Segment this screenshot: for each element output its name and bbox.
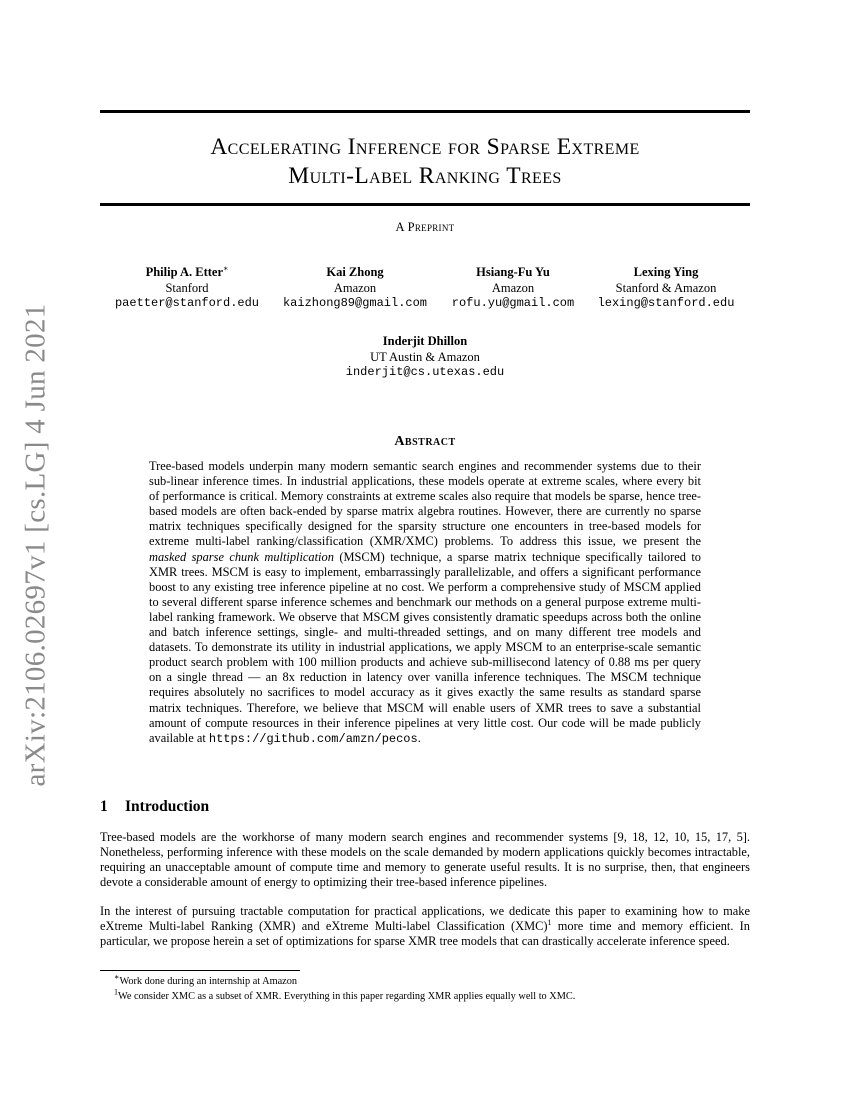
footnote-ref[interactable]: 1	[547, 917, 552, 927]
section-number: 1	[100, 798, 108, 815]
author-affiliation: Stanford & Amazon	[615, 280, 717, 295]
author-email: rofu.yu@gmail.com	[451, 296, 575, 310]
author-email: paetter@stanford.edu	[114, 296, 260, 310]
author-email: kaizhong89@gmail.com	[282, 296, 428, 310]
section-title: Introduction	[125, 798, 210, 815]
footnote: ∗Work done during an internship at Amazon	[114, 972, 298, 987]
author-affiliation: UT Austin & Amazon	[370, 349, 480, 364]
author-footnote-mark: ∗	[223, 263, 229, 273]
footnote-mark: ∗	[114, 972, 120, 982]
author-name: Inderjit Dhillon	[382, 334, 468, 348]
abstract-body: Tree-based models underpin many modern semantic search engines and recommender systems due to their sub-linear inference times. In industrial applications, these models operate at extreme scales, where every bit of performance is critical. Memory constraints at extreme scales also require that models be sparse, hence tree-based models are often back-ended by sparse matrix algebra routines. However, there are currently no sparse matrix techniques specifically designed for the sparsity structure one encounters in tree-based models for extreme multi-label ranking/classification (XMR/XMC) problems. To address this issue, we present the masked sparse chunk multiplication (MSCM) technique, a sparse matrix technique specifically tailored to XMR trees. MSCM is easy to implement, embarrassingly parallelizable, and offers a significant performance boost to any existing tree inference pipeline at no cost. We perform a comprehensive study of MSCM applied to several different sparse inference schemes and benchmark our methods on a general purpose extreme multi-label ranking framework. We observe that MSCM gives consistently dramatic speedups across both the online and batch inference settings, single- and multi-threaded settings, and on many different tree models and datasets. To demonstrate its utility in industrial applications, we apply MSCM to an enterprise-scale semantic product search problem with 100 million products and achieve sub-millisecond latency of 0.88 ms per query on a single thread — an 8x reduction in latency over vanilla inference techniques. The MSCM technique requires absolutely no sacrifices to model accuracy as it gives exactly the same results as standard sparse matrix techniques. Therefore, we believe that MSCM will enable users of XMR trees to save a substantial amount of compute resources in their inference pipelines at very little cost. Our code will be made publicly available at https://github.com/amzn/pecos.	[149, 459, 701, 746]
title-line-2: Multi-Label Ranking Trees	[288, 163, 562, 189]
author-block	[571, 265, 761, 312]
arxiv-side-label: arXiv:2106.02697v1 [cs.LG] 4 Jun 2021	[19, 303, 52, 787]
author-name: Hsiang-Fu Yu	[476, 265, 550, 279]
author-email: lexing@stanford.edu	[597, 296, 735, 310]
author-block	[330, 334, 520, 381]
paper-title	[100, 133, 750, 191]
preprint-label: A Preprint	[395, 220, 455, 234]
author-affiliation: Amazon	[333, 280, 377, 295]
title-bottom-rule	[100, 203, 750, 206]
author-name: Philip A. Etter∗	[145, 263, 229, 279]
title-line-1: Accelerating Inference for Sparse Extreme	[210, 134, 640, 160]
abstract-emphasis: masked sparse chunk multiplication	[149, 549, 334, 564]
author-name: Kai Zhong	[326, 265, 384, 279]
author-affiliation: Stanford	[165, 280, 209, 295]
author-name: Lexing Ying	[633, 265, 699, 279]
footnote-rule	[100, 970, 300, 971]
author-block	[92, 265, 282, 312]
intro-paragraph-2: In the interest of pursuing tractable computation for practical applications, we dedicate this paper to examining how to make eXtreme Multi-label Ranking (XMR) and eXtreme Multi-label Classification (XMC)$^1$ more time and memory efficient. In particular, we propose herein a set of optimizations for sparse XMR tree models that can drastically accelerate inference speed.	[100, 904, 751, 949]
author-affiliation: Amazon	[491, 280, 535, 295]
intro-paragraph-1: Tree-based models are the workhorse of many modern search engines and recommender systems [9, 18, 12, 10, 15, 17, 5]. Nonetheless, performing inference with these models on the scale demanded by modern applications quickly becomes intractable, requiring an unacceptable amount of compute time and memory to generate useful results. It is no surprise, then, that engineers devote a considerable amount of energy to optimizing their tree-based inference pipelines.	[100, 830, 750, 890]
footnote: $^1$We consider XMC as a subset of XMR. Everything in this paper regarding XMR applies equally well to XMC.	[114, 987, 576, 1002]
author-email: inderjit@cs.utexas.edu	[345, 365, 505, 379]
section-heading	[100, 798, 209, 816]
title-top-rule	[100, 110, 750, 113]
footnote-mark: 1	[114, 987, 118, 997]
abstract-heading: Abstract	[394, 434, 456, 449]
code-url-link[interactable]: https://github.com/amzn/pecos	[208, 731, 418, 746]
